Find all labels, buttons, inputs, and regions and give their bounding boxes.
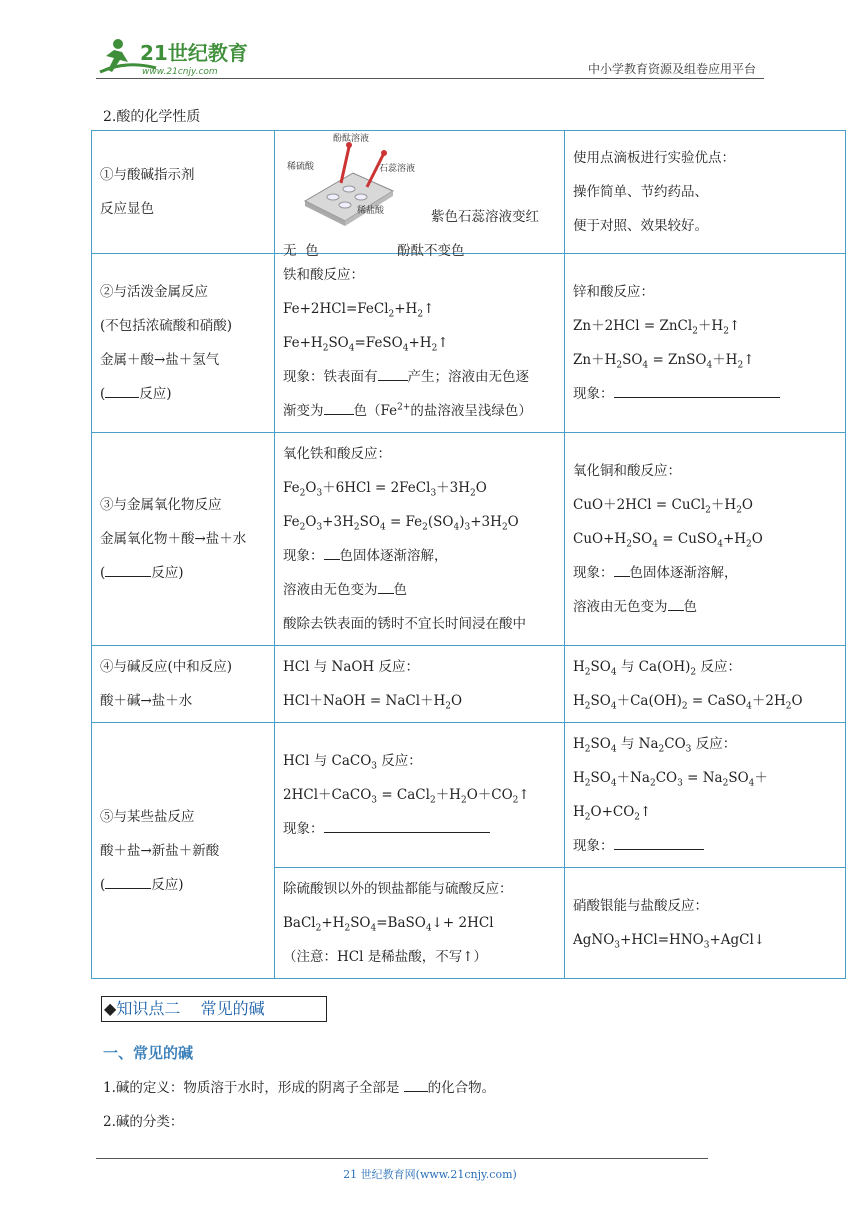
footer-divider — [96, 1158, 708, 1159]
row1-left: ①与酸碱指示剂 反应显色 — [92, 131, 275, 254]
table-row — [92, 723, 846, 868]
label-sulfuric: 稀硫酸 — [287, 162, 315, 172]
blank-reaction-type[interactable] — [105, 562, 151, 577]
blank-solid-color[interactable] — [324, 545, 340, 560]
blank-solution-color-cu[interactable] — [668, 596, 684, 611]
spot-plate-figure — [283, 131, 556, 259]
blank-reaction-type[interactable] — [105, 383, 139, 398]
label-litmus: 石蕊溶液 — [379, 164, 416, 174]
blank-solid-color-cu[interactable] — [614, 562, 630, 577]
litmus-result: 紫色石蕊溶液变红 — [431, 209, 539, 225]
header-divider — [96, 78, 764, 79]
row5-middle-top: HCl 与 CaCO$_3$ 反应： 2HCl＋CaCO$_3$ = $CaCl_2+H_2O+CO_2↑$ 现象： — [275, 723, 565, 868]
row1-middle — [275, 131, 565, 259]
colorless-text: 无 色 — [283, 243, 319, 259]
blank-reaction-type[interactable] — [105, 874, 151, 889]
sub-heading: 一、常见的碱 — [103, 1044, 194, 1062]
footer-text: 21 世纪教育网(www.21cnjy.com) — [343, 1168, 517, 1181]
blank-phenomenon-caco3[interactable] — [324, 818, 490, 833]
blank-anion[interactable] — [404, 1077, 428, 1092]
row3-middle: 氧化铁和酸反应： $Fe_2O_3+6HCl$ = $2FeCl_3+3H_2O$ $Fe_2O_3+3H_2SO_4 = Fe_2(SO_4)_3+3H_2O$ 现象： 色固体逐渐溶解， 溶液由无色变为 色 酸除去铁表面的锈时不宜长时间浸在酸中 — [275, 433, 565, 646]
row5-middle-bottom: 除硫酸钡以外的钡盐都能与硫酸反应： $BaCl_2+H_2SO_4=BaSO_4↓+ 2HCl$ （注意：HCl 是稀盐酸，不写↑） — [275, 868, 565, 979]
row2-right: 锌和酸反应： $Zn+2HCl = ZnCl_2+H_2↑$ $Zn+H_2SO_4$ = $ZnSO_4+H_2↑$ 现象： — [565, 254, 846, 433]
platform-name: 中小学教育资源及组卷应用平台 — [587, 62, 756, 76]
row2-left: ②与活泼金属反应 (不包括浓硫酸和硝酸) 金属＋酸→盐＋氢气 ( 反应) — [92, 254, 275, 433]
base-classification: 2.碱的分类： — [103, 1114, 184, 1130]
spot-plate-icon — [283, 131, 453, 231]
site-logo — [96, 34, 266, 80]
row3-right: 氧化铜和酸反应： $CuO+2HCl = CuCl_2+H_2O$ $CuO+H_2SO_4$ = $CuSO_4+H_2O$ 现象： 色固体逐渐溶解， 溶液由无色变为 色 — [565, 433, 846, 646]
table-row — [92, 131, 846, 254]
table-row — [92, 646, 846, 723]
row1-right: 使用点滴板进行实验优点： 操作简单、节约药品、 便于对照、效果较好。 — [565, 131, 846, 254]
blank-solution-color[interactable] — [378, 579, 394, 594]
blank-color[interactable] — [324, 400, 354, 415]
blank-phenomenon-na2co3[interactable] — [614, 835, 704, 850]
label-hydrochloric: 稀盐酸 — [357, 206, 385, 216]
blank-gas[interactable] — [378, 366, 408, 381]
row4-left: ④与碱反应(中和反应) 酸＋碱→盐＋水 — [92, 646, 275, 723]
row4-middle: HCl 与 NaOH 反应： HCl＋NaOH = $NaCl+H_2O$ — [275, 646, 565, 723]
acid-properties-table — [91, 130, 846, 979]
row5-left: ⑤与某些盐反应 酸＋盐→新盐＋新酸 ( 反应) — [92, 723, 275, 979]
blank-phenomenon-zn[interactable] — [614, 383, 780, 398]
row5-right-bottom: 硝酸银能与盐酸反应： $AgNO_3+HCl=HNO_3+AgCl↓$ — [565, 868, 846, 979]
row4-right: $H_2SO_4$ 与 $Ca(OH)_2$ 反应： $H_2SO_4+Ca(OH)_2$ = $CaSO_4+2H_2O$ — [565, 646, 846, 723]
logo-url: www.21cnjy.com — [142, 67, 218, 77]
label-phenolphthalein: 酚酞溶液 — [333, 134, 370, 144]
diamond-icon: ◆ — [104, 999, 117, 1018]
row2-middle: 铁和酸反应： $Fe+2HCl=FeCl_2+H_2↑$ $Fe+H_2SO_4=FeSO_4+H_2↑$ 现象：铁表面有 产生；溶液由无色逐 渐变为 色（$Fe^{2+}$的盐溶液呈浅绿色） — [275, 254, 565, 433]
runner-logo-icon — [96, 34, 266, 80]
phenolphthalein-result: 酚酞不变色 — [397, 243, 465, 259]
table-row — [92, 254, 846, 433]
knowledge-point-title: 知识点二 常见的碱 — [116, 999, 265, 1018]
section-title: 2.酸的化学性质 — [103, 109, 201, 125]
base-definition: 1.碱的定义：物质溶于水时，形成的阴离子全部是 的化合物。 — [103, 1076, 495, 1096]
row3-left: ③与金属氧化物反应 金属氧化物＋酸→盐＋水 ( 反应) — [92, 433, 275, 646]
table-row — [92, 433, 846, 646]
knowledge-point-box — [101, 996, 327, 1022]
row5-right-top: $H_2SO_4$ 与 $Na_2CO_3$ 反应： $H_2SO_4+Na_2CO_3$ = $Na_2SO_4+H_2O+CO_2↑$ 现象： — [565, 723, 846, 868]
logo-text: 21世纪教育 — [140, 41, 248, 65]
